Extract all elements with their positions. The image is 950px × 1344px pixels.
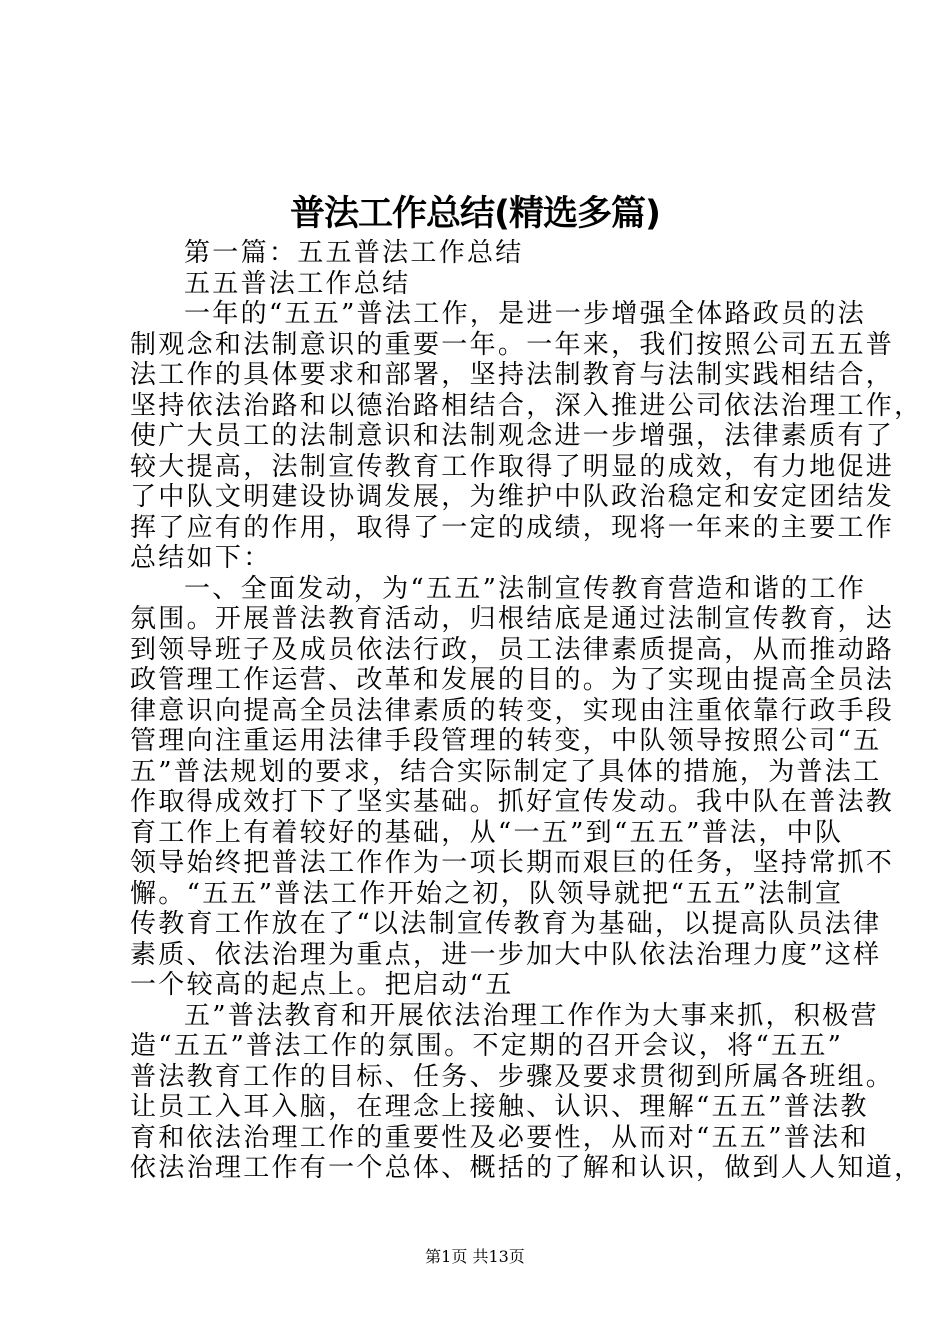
text-line: 总结如下： xyxy=(130,543,272,573)
text-line: 到领导班子及成员依法行政，员工法律素质提高，从而推动路 xyxy=(130,634,895,665)
text-line: 传教育工作放在了“以法制宣传教育为基础，以提高队员法律 xyxy=(130,909,882,939)
paragraphs xyxy=(130,299,923,1184)
document-title: 普法工作总结(精选多篇) xyxy=(290,194,660,234)
text-line: 管理向注重运用法律手段管理的转变，中队领导按照公司“五 xyxy=(130,726,882,756)
text-line: 育和依法治理工作的重要性及必要性，从而对“五五”普法和 xyxy=(130,1122,869,1153)
text-line: 较大提高，法制宣传教育工作取得了明显的成效，有力地促进 xyxy=(130,451,895,482)
text-line: 作取得成效打下了坚实基础。抓好宣传发动。我中队在普法教 xyxy=(130,787,895,817)
sub-heading: 五五普法工作总结 xyxy=(184,268,411,299)
text-line: 一年的“五五”普法工作，是进一步增强全体路政员的法 xyxy=(184,299,867,329)
text-line: 了中队文明建设协调发展，为维护中队政治稳定和安定团结发 xyxy=(130,482,895,512)
text-line: 制观念和法制意识的重要一年。一年来，我们按照公司五五普 xyxy=(130,329,895,360)
text-line: 一、全面发动，为“五五”法制宣传教育营造和谐的工作 xyxy=(184,573,867,604)
paragraph xyxy=(130,299,923,574)
text-line: 懈。“五五”普法工作开始之初，队领导就把“五五”法制宣 xyxy=(130,878,844,909)
text-line: 使广大员工的法制意识和法制观念进一步增强，法律素质有了 xyxy=(130,421,895,451)
text-line: 领导始终把普法工作作为一项长期而艰巨的任务，坚持常抓不 xyxy=(130,848,895,878)
text-line: 政管理工作运营、改革和发展的目的。为了实现由提高全员法 xyxy=(130,665,895,695)
text-line: 育工作上有着较好的基础，从“一五”到“五五”普法，中队 xyxy=(130,817,844,848)
text-line: 坚持依法治路和以德治路相结合，深入推进公司依法治理工作， xyxy=(130,390,923,421)
text-line: 律意识向提高全员法律素质的转变，实现由注重依靠行政手段 xyxy=(130,695,895,726)
document-body xyxy=(130,238,923,1184)
text-line: 依法治理工作有一个总体、概括的了解和认识，做到人人知道， xyxy=(130,1153,923,1183)
text-line: 五”普法教育和开展依法治理工作作为大事来抓，积极营 xyxy=(184,1000,879,1031)
text-line: 挥了应有的作用，取得了一定的成绩，现将一年来的主要工作 xyxy=(130,512,895,543)
page-footer: 第1页 共13页 xyxy=(425,1247,525,1266)
text-line: 造“五五”普法工作的氛围。不定期的召开会议，将“五五” xyxy=(130,1031,844,1061)
paragraph xyxy=(130,573,895,1001)
text-line: 普法教育工作的目标、任务、步骤及要求贯彻到所属各班组。 xyxy=(130,1061,895,1092)
text-line: 氛围。开展普法教育活动，归根结底是通过法制宣传教育，达 xyxy=(130,604,895,634)
text-line: 法工作的具体要求和部署，坚持法制教育与法制实践相结合， xyxy=(130,360,895,390)
text-line: 让员工入耳入脑，在理念上接触、认识、理解“五五”普法教 xyxy=(130,1092,869,1122)
text-line: 素质、依法治理为重点，进一步加大中队依法治理力度”这样 xyxy=(130,939,882,970)
section-heading: 第一篇：五五普法工作总结 xyxy=(184,238,524,268)
text-line: 五”普法规划的要求，结合实际制定了具体的措施，为普法工 xyxy=(130,756,882,787)
text-line: 一个较高的起点上。把启动“五 xyxy=(130,970,514,1000)
paragraph xyxy=(130,1000,923,1184)
